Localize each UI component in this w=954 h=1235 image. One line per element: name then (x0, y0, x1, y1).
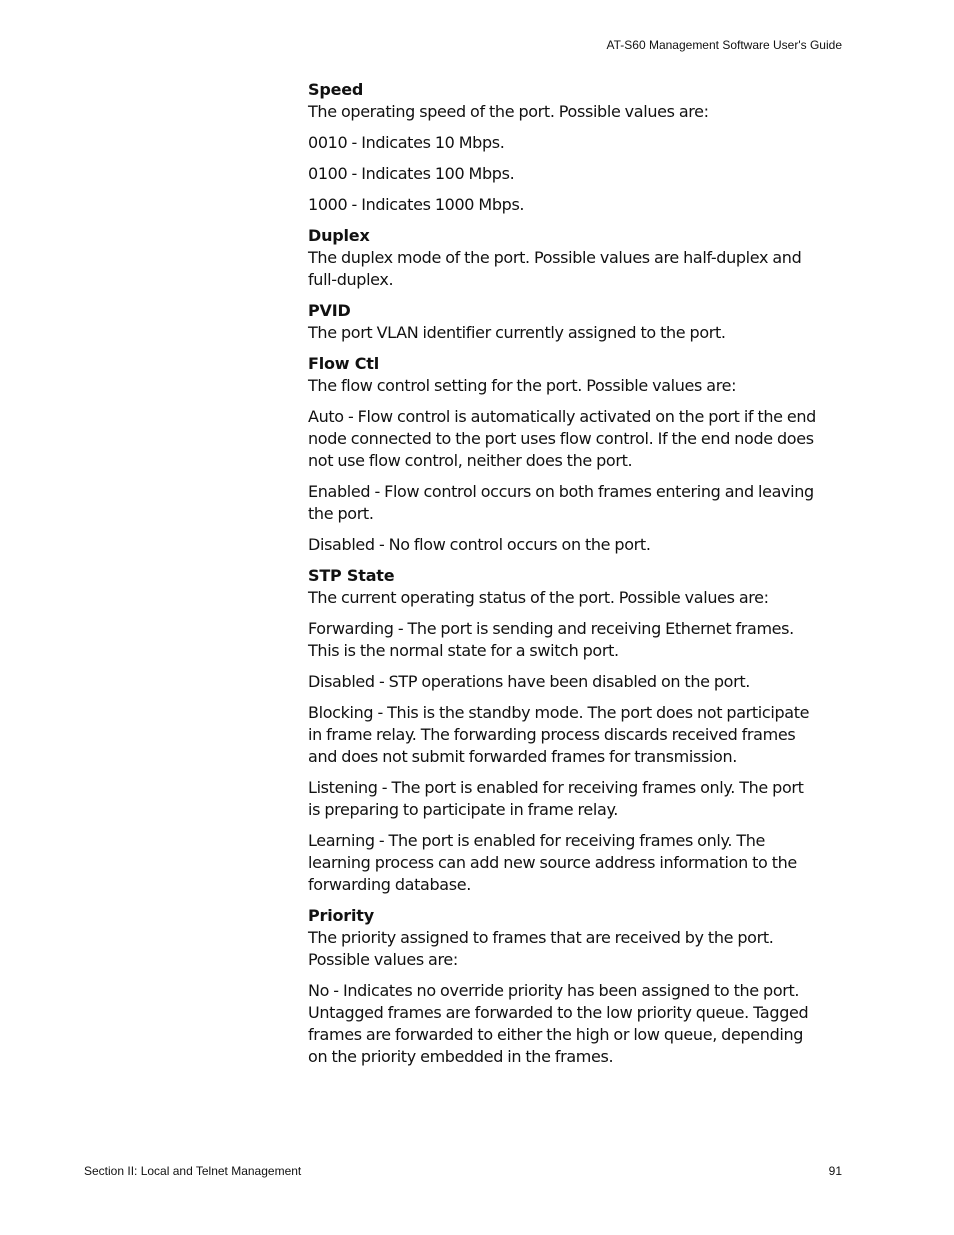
entry-flow-ctl (308, 353, 818, 556)
definition-list (308, 79, 818, 1077)
definition-paragraph: Disabled - No flow control occurs on the port. (308, 535, 651, 554)
definition-paragraph: 0100 - Indicates 100 Mbps. (308, 164, 515, 183)
definition-paragraph: The flow control setting for the port. Possible values are: (308, 376, 737, 395)
entry-pvid (308, 300, 818, 344)
term-stp-state: STP State (308, 566, 395, 585)
term-pvid: PVID (308, 301, 351, 320)
entry-priority (308, 905, 818, 1068)
definition-paragraph: Learning - The port is enabled for receiving frames only. The learning process can add new source address information to the forwarding database. (308, 831, 797, 894)
definition-paragraph: The port VLAN identifier currently assigned to the port. (308, 323, 726, 342)
definition-paragraph: 0010 - Indicates 10 Mbps. (308, 133, 505, 152)
section-title: Section II: Local and Telnet Management (84, 1164, 302, 1178)
term-speed: Speed (308, 80, 364, 99)
definition-paragraph: Enabled - Flow control occurs on both frames entering and leaving the port. (308, 482, 814, 523)
definition-paragraph: Forwarding - The port is sending and receiving Ethernet frames. This is the normal state for a switch port. (308, 619, 794, 660)
definition-paragraph: Disabled - STP operations have been disabled on the port. (308, 672, 750, 691)
entry-speed (308, 79, 818, 216)
entry-stp-state (308, 565, 818, 896)
page-number: 91 (828, 1164, 842, 1178)
term-priority: Priority (308, 906, 374, 925)
definition-paragraph: Auto - Flow control is automatically activated on the port if the end node connected to the port uses flow control. If the end node does not use flow control, neither does the port. (308, 407, 816, 470)
term-duplex: Duplex (308, 226, 370, 245)
term-flow-ctl: Flow Ctl (308, 354, 380, 373)
guide-title: AT-S60 Management Software User's Guide (606, 38, 842, 52)
definition-paragraph: Blocking - This is the standby mode. The port does not participate in frame relay. The forwarding process discards received frames and does not submit forwarded frames for transmission. (308, 703, 810, 766)
running-footer (84, 1164, 842, 1178)
entry-duplex (308, 225, 818, 291)
definition-paragraph: The duplex mode of the port. Possible values are half-duplex and full-duplex. (308, 248, 802, 289)
definition-paragraph: 1000 - Indicates 1000 Mbps. (308, 195, 525, 214)
definition-paragraph: The operating speed of the port. Possible values are: (308, 102, 709, 121)
running-header (606, 38, 842, 52)
definition-paragraph: No - Indicates no override priority has been assigned to the port. Untagged frames are forwarded to the low priority queue. Tagged frames are forwarded to either the high or low queue, depending on the priority embedded in the frames. (308, 981, 809, 1066)
definition-paragraph: Listening - The port is enabled for receiving frames only. The port is preparing to participate in frame relay. (308, 778, 804, 819)
definition-paragraph: The current operating status of the port. Possible values are: (308, 588, 769, 607)
definition-paragraph: The priority assigned to frames that are received by the port. Possible values are: (308, 928, 774, 969)
